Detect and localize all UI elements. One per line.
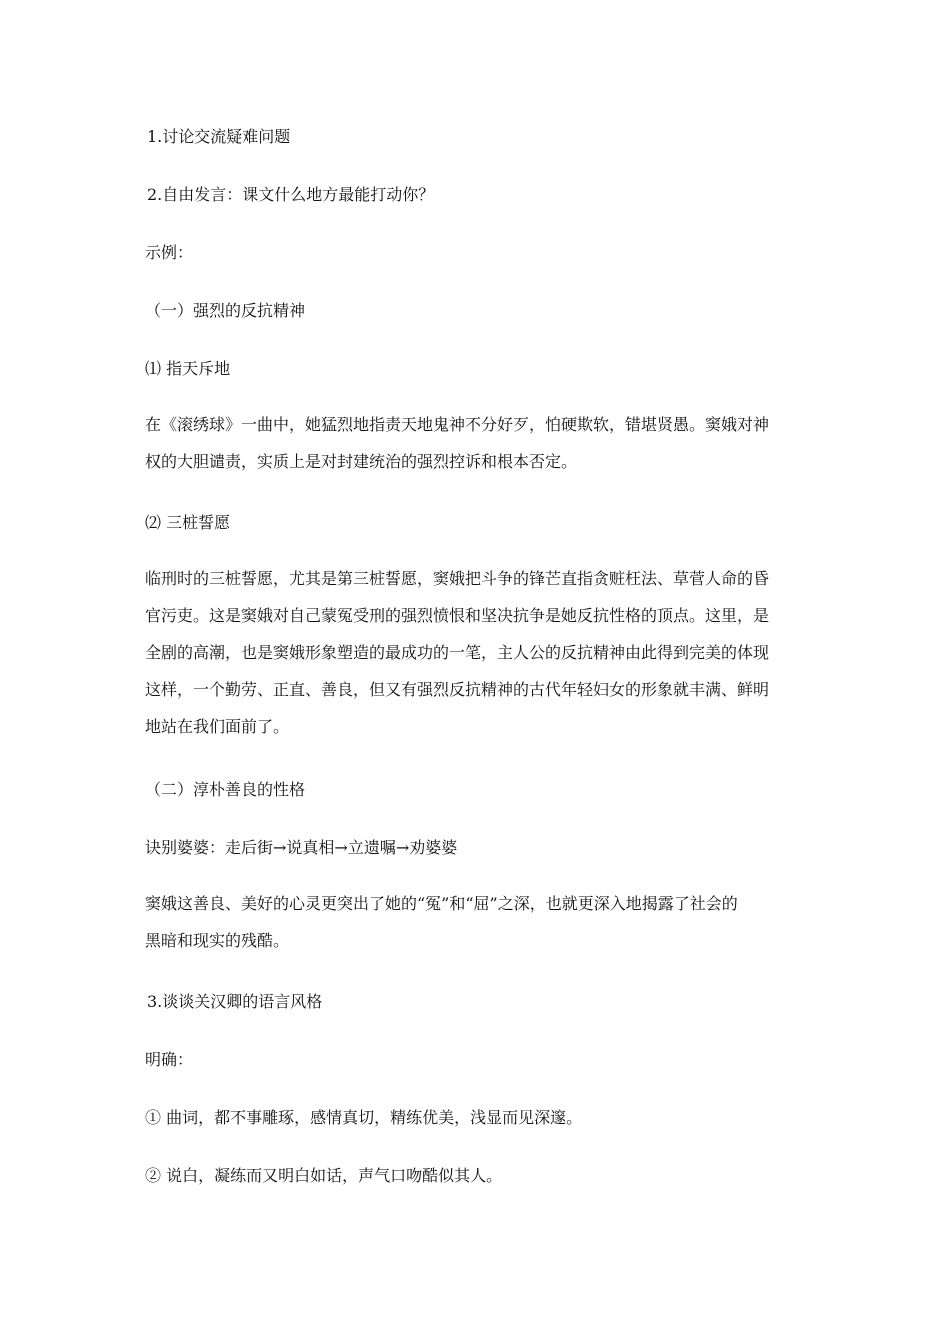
- paragraph-line: 地站在我们面前了。: [145, 717, 290, 736]
- item-lyrics-point: ① 曲词，都不事雕琢，感情真切，精练优美，浅显而见深邃。: [145, 1108, 583, 1127]
- item-language-style-heading: 3.谈谈关汉卿的语言风格: [147, 992, 323, 1011]
- paragraph-line: 这样，一个勤劳、正直、善良，但又有强烈反抗精神的古代年轻妇女的形象就丰满、鲜明: [145, 680, 770, 699]
- section-heading-resistance: （一）强烈的反抗精神: [145, 301, 306, 320]
- farewell-sequence: 诀别婆婆：走后街→说真相→立遗嘱→劝婆婆: [145, 838, 458, 857]
- paragraph-line: 临刑时的三桩誓愿，尤其是第三桩誓愿，窦娥把斗争的锋芒直指贪赃枉法、草菅人命的昏: [145, 569, 770, 588]
- paragraph-line: 在《滚绣球》一曲中，她猛烈地指责天地鬼神不分好歹，怕硬欺软，错堪贤愚。窦娥对神: [145, 415, 770, 434]
- item-dialogue-point: ② 说白，凝练而又明白如话，声气口吻酷似其人。: [145, 1166, 503, 1185]
- subheading-curse-heaven: ⑴ 指天斥地: [145, 359, 231, 378]
- item-free-speech-heading: 2.自由发言：课文什么地方最能打动你？: [147, 185, 435, 204]
- item-discussion-heading: 1.讨论交流疑难问题: [147, 127, 291, 146]
- paragraph-line: 黑暗和现实的残酷。: [145, 931, 290, 950]
- section-heading-kindness: （二）淳朴善良的性格: [145, 780, 306, 799]
- document-body: [145, 124, 810, 1189]
- paragraph-three-vows: [145, 560, 810, 745]
- subheading-three-vows: ⑵ 三桩誓愿: [145, 513, 231, 532]
- paragraph-line: 全剧的高潮，也是窦娥形象塑造的最成功的一笔，主人公的反抗精神由此得到完美的体现: [145, 643, 770, 662]
- paragraph-line: 窦娥这善良、美好的心灵更突出了她的“冤”和“屈”之深，也就更深入地揭露了社会的: [145, 894, 738, 913]
- item-clarify-label: 明确：: [145, 1050, 194, 1069]
- paragraph-gunxiuqiu: [145, 406, 810, 480]
- paragraph-line: 官污吏。这是窦娥对自己蒙冤受刑的强烈愤恨和坚决抗争是她反抗性格的顶点。这里，是: [145, 606, 770, 625]
- item-example-label: 示例：: [145, 243, 194, 262]
- paragraph-kind-heart: [145, 885, 810, 959]
- paragraph-line: 权的大胆谴责，实质上是对封建统治的强烈控诉和根本否定。: [145, 452, 578, 471]
